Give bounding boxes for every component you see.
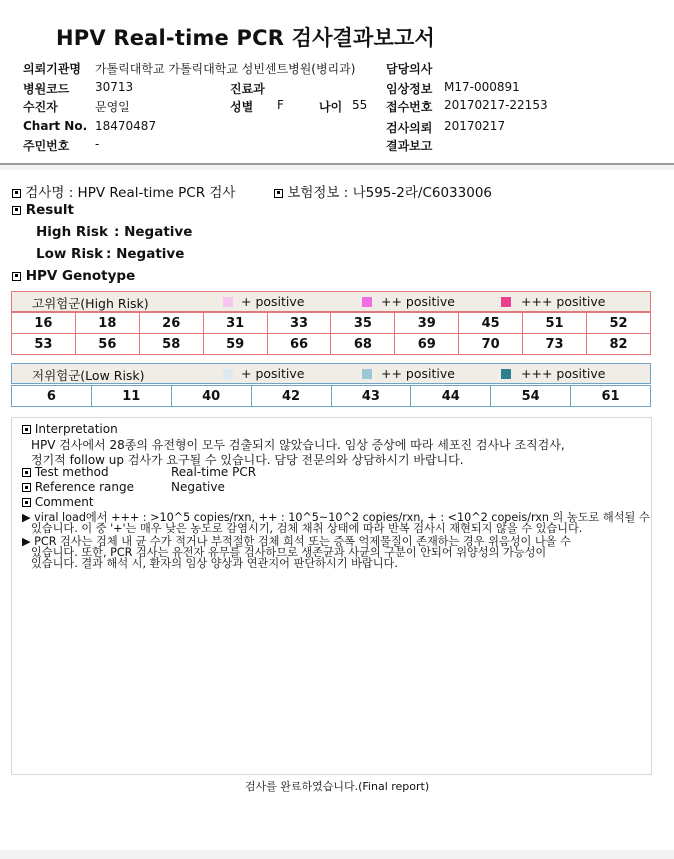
- sex-value: F: [277, 98, 284, 112]
- institution-value: 가톨릭대학교 가톨릭대학교 성빈센트병원(병리과): [95, 62, 356, 76]
- low-plus2-legend-label: ++ positive: [381, 366, 455, 381]
- genotype-cell: 51: [523, 313, 587, 334]
- genotype-cell: 35: [331, 313, 395, 334]
- genotype-cell: 69: [395, 334, 459, 355]
- plus2-legend-swatch: [362, 297, 372, 307]
- genotype-cell: 66: [267, 334, 331, 355]
- test-method-label: Test method: [34, 465, 109, 479]
- triangle-bullet-icon: ▶: [22, 535, 31, 548]
- genotype-cell: 59: [203, 334, 267, 355]
- comment-1-line1: ▶ viral load에서 +++ : >10^5 copies/rxn, ++ : 10^5~10^2 copies/rxn, + : <10^2 copeis/rxn 의 농도로 해석될 수: [22, 511, 650, 524]
- clinical-info-label: 임상정보: [386, 82, 433, 96]
- high-risk-value: : Negative: [114, 224, 193, 240]
- genotype-cell: 54: [491, 386, 571, 407]
- genotype-cell: 33: [267, 313, 331, 334]
- report-title: HPV Real-time PCR 검사결과보고서: [56, 26, 435, 50]
- age-value: 55: [352, 98, 368, 112]
- genotype-cell: 82: [587, 334, 651, 355]
- report-header: [0, 0, 674, 165]
- genotype-cell: 61: [571, 386, 651, 407]
- low-risk-row: [12, 386, 651, 407]
- examinee-label: 수진자: [23, 100, 58, 114]
- high-risk-group-label: 고위험군(High Risk): [32, 296, 149, 311]
- high-risk-genotype-table: [11, 312, 651, 355]
- low-plus1-legend-label: + positive: [241, 366, 305, 381]
- low-plus1-legend-swatch: [223, 369, 233, 379]
- reference-range-row: [22, 480, 134, 494]
- resident-no-label: 주민번호: [23, 139, 70, 153]
- bullet-square-icon: [22, 483, 31, 492]
- age-label: 나이: [319, 100, 343, 114]
- comment-2-line2: 있습니다. 또한, PCR 검사는 유전자 유무를 검사하므로 생존균과 사균의 구분이 안되어 위양성의 가능성이: [31, 546, 547, 559]
- low-plus2-legend-swatch: [362, 369, 372, 379]
- comment-2-line1: ▶ PCR 검사는 검체 내 균 수가 적거나 부적절한 검체 희석 또는 증폭 억제물질이 존재하는 경우 위음성이 나올 수: [22, 535, 571, 548]
- genotype-cell: 58: [139, 334, 203, 355]
- reference-range-label: Reference range: [34, 480, 134, 494]
- high-risk-label: High Risk: [36, 224, 108, 240]
- exam-name: 검사명 : HPV Real-time PCR 검사: [25, 185, 236, 201]
- high-risk-row-2: [12, 334, 651, 355]
- interpretation-heading-row: [22, 422, 118, 436]
- test-method-value: Real-time PCR: [171, 465, 257, 479]
- resident-no-value: -: [95, 137, 100, 151]
- genotype-cell: 18: [75, 313, 139, 334]
- bullet-square-icon: [22, 425, 31, 434]
- final-report-status: 검사를 완료하였습니다.(Final report): [244, 780, 430, 793]
- bullet-square-icon: [274, 189, 283, 198]
- comment-heading: Comment: [34, 495, 94, 509]
- request-date-value: 20170217: [444, 119, 506, 133]
- genotype-cell: 56: [75, 334, 139, 355]
- genotype-cell: 40: [171, 386, 251, 407]
- genotype-cell: 31: [203, 313, 267, 334]
- genotype-heading: HPV Genotype: [25, 268, 136, 284]
- bullet-square-icon: [12, 206, 21, 215]
- plus1-legend-swatch: [223, 297, 233, 307]
- interpretation-heading: Interpretation: [34, 422, 118, 436]
- bullet-square-icon: [12, 189, 21, 198]
- plus3-legend-swatch: [501, 297, 511, 307]
- plus1-legend-label: + positive: [241, 294, 305, 309]
- receipt-no-label: 접수번호: [386, 100, 433, 114]
- exam-name-row: [12, 181, 235, 201]
- insurance-info: 보험정보 : 나595-2라/C6033006: [287, 185, 492, 201]
- chart-no-label: Chart No.: [23, 119, 88, 133]
- report-date-label: 결과보고: [386, 139, 433, 153]
- low-risk-genotype-table: [11, 385, 651, 407]
- reference-range-value: Negative: [171, 480, 225, 494]
- interpretation-text-line2: 정기적 follow up 검사가 요구될 수 있습니다. 담당 전문의와 상담하시기 바랍니다.: [31, 453, 464, 467]
- test-method-row: [22, 465, 109, 479]
- genotype-cell: 42: [251, 386, 331, 407]
- genotype-cell: 52: [587, 313, 651, 334]
- plus3-legend-label: +++ positive: [521, 294, 606, 309]
- low-risk-label: Low Risk: [36, 246, 104, 262]
- genotype-cell: 68: [331, 334, 395, 355]
- result-heading-row: [12, 202, 74, 218]
- genotype-heading-row: [12, 268, 135, 284]
- doctor-label: 담당의사: [386, 62, 433, 76]
- request-date-label: 검사의뢰: [386, 121, 433, 135]
- genotype-cell: 43: [331, 386, 411, 407]
- genotype-cell: 73: [523, 334, 587, 355]
- genotype-cell: 39: [395, 313, 459, 334]
- genotype-cell: 11: [91, 386, 171, 407]
- low-plus3-legend-label: +++ positive: [521, 366, 606, 381]
- genotype-cell: 26: [139, 313, 203, 334]
- genotype-cell: 53: [12, 334, 76, 355]
- high-risk-group-header: [11, 291, 651, 312]
- hospital-code-label: 병원코드: [23, 82, 70, 96]
- hospital-code-value: 30713: [95, 80, 134, 94]
- comment-1-line2: 있습니다. 이 중 '+'는 매우 낮은 농도로 감염시기, 검체 채취 상태에 따라 반복 검사시 재현되지 않을 수 있습니다.: [31, 522, 583, 535]
- low-risk-group-header: [11, 363, 651, 384]
- clinical-info-value: M17-000891: [444, 80, 520, 94]
- sex-label: 성별: [230, 100, 254, 114]
- triangle-bullet-icon: ▶: [22, 511, 31, 524]
- interpretation-box: [11, 417, 652, 775]
- bullet-square-icon: [22, 498, 31, 507]
- interpretation-text-line1: HPV 검사에서 28종의 유전형이 모두 검출되지 않았습니다. 임상 증상에 따라 세포진 검사나 조직검사,: [31, 438, 565, 452]
- genotype-cell: 44: [411, 386, 491, 407]
- chart-no-value: 18470487: [95, 119, 157, 133]
- plus2-legend-label: ++ positive: [381, 294, 455, 309]
- low-plus3-legend-swatch: [501, 369, 511, 379]
- institution-label: 의뢰기관명: [23, 62, 81, 76]
- genotype-cell: 6: [12, 386, 92, 407]
- insurance-row: [274, 181, 492, 201]
- department-label: 진료과: [230, 82, 265, 96]
- low-risk-value: : Negative: [106, 246, 185, 262]
- comment-heading-row: [22, 495, 94, 509]
- genotype-cell: 70: [459, 334, 523, 355]
- receipt-no-value: 20170217-22153: [444, 98, 548, 112]
- genotype-cell: 16: [12, 313, 76, 334]
- comment-2-line3: 있습니다. 결과 해석 시, 환자의 임상 양상과 연관지어 판단하시기 바랍니다.: [31, 557, 398, 570]
- examinee-value: 문영일: [95, 100, 130, 114]
- bullet-square-icon: [22, 468, 31, 477]
- bullet-square-icon: [12, 272, 21, 281]
- low-risk-group-label: 저위험군(Low Risk): [32, 368, 145, 383]
- genotype-cell: 45: [459, 313, 523, 334]
- result-heading: Result: [25, 202, 74, 218]
- high-risk-row-1: [12, 313, 651, 334]
